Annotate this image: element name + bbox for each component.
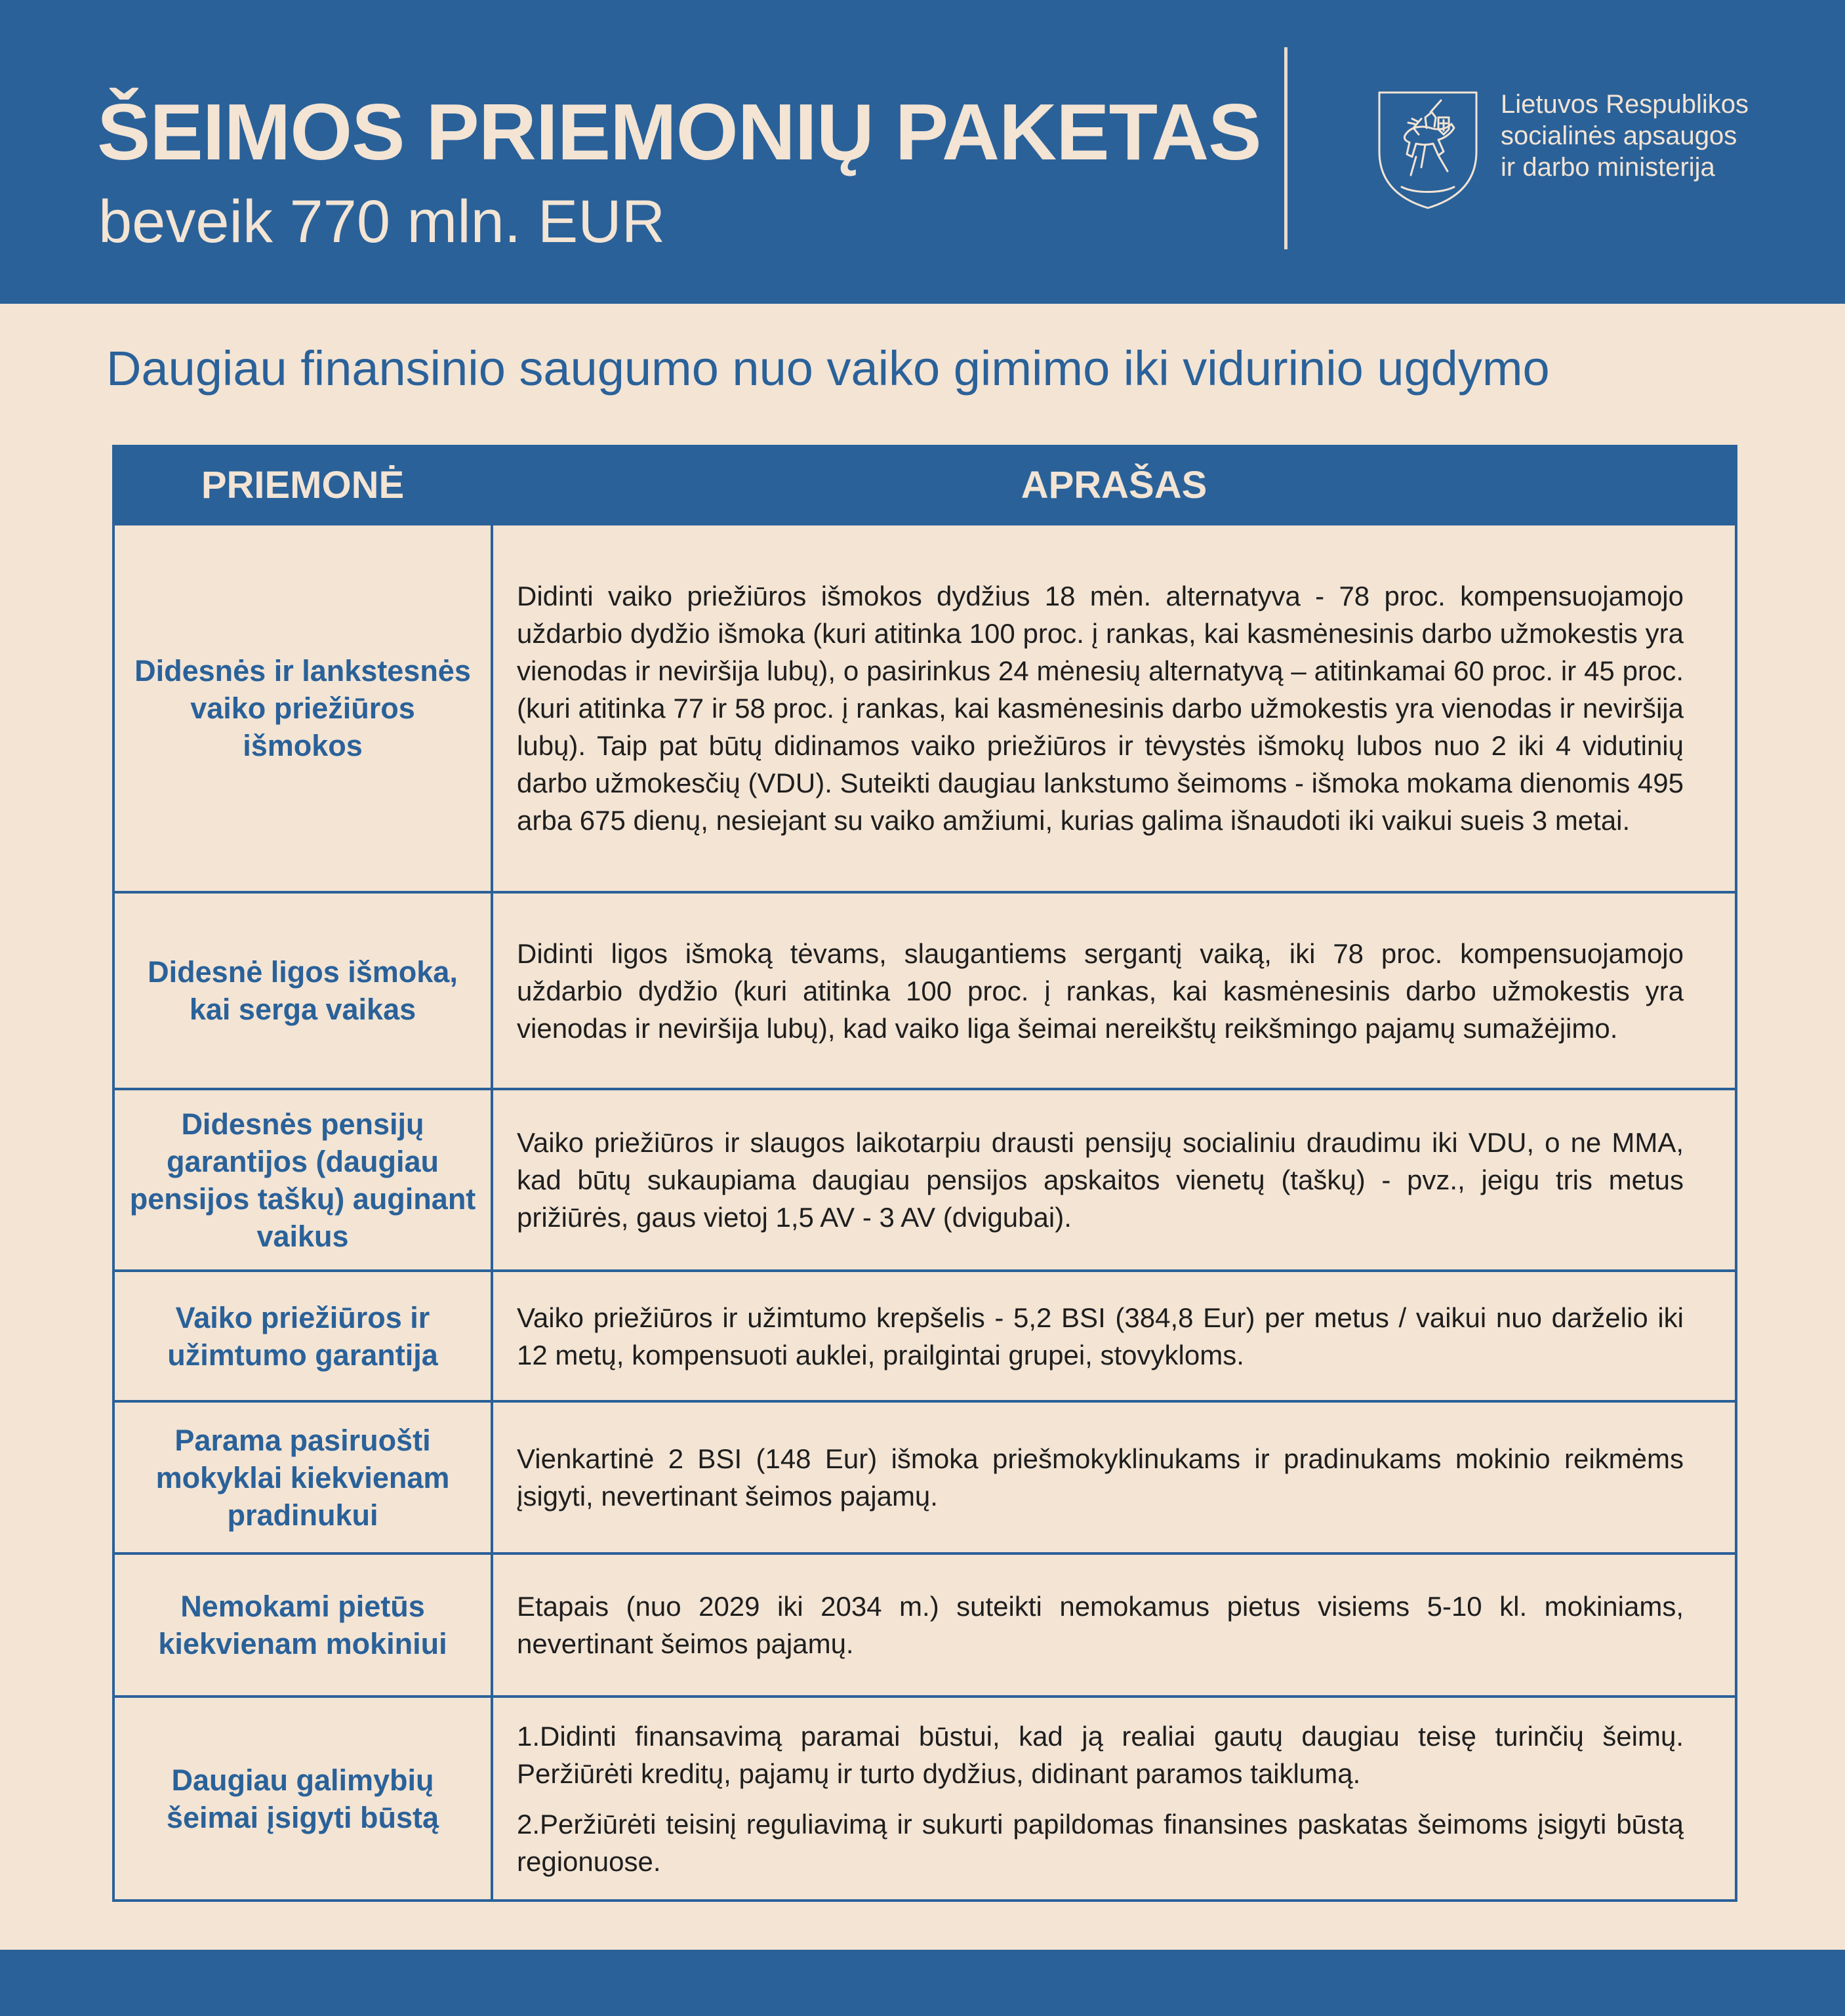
description-paragraph: Vaiko priežiūros ir užimtumo krepšelis - 5,2 BSI (384,8 Eur) per metus / vaikui nuo darželio iki 12 metų, kompensuoti auklei, prailgintai grupei, stovykloms. [517, 1302, 1684, 1370]
column-header-measure: PRIEMONĖ [113, 446, 492, 524]
measures-table [112, 445, 1737, 1902]
ministry-name-line-3: ir darbo ministerija [1501, 153, 1715, 182]
ministry-name-line-2: socialinės apsaugos [1501, 121, 1737, 150]
measure-name: Didesnė ligos išmoka, kai serga vaikas [113, 892, 492, 1089]
measure-name: Didesnės ir lankstesnės vaiko priežiūros išmokos [113, 524, 492, 892]
description-paragraph: Vaiko priežiūros ir slaugos laikotarpiu drausti pensijų socialiniu draudimu iki VDU, o ne MMA, kad būtų sukaupiama daugiau pensijos apskaitos vienetų (taškų) - pvz., jeigu tris metus prižiūrės, gaus vietoj 1,5 AV - 3 AV (dvigubai). [517, 1127, 1684, 1233]
table-row [113, 1271, 1736, 1401]
table-row [113, 524, 1736, 892]
measure-description [492, 1271, 1736, 1401]
measure-description [492, 1089, 1736, 1271]
page-title: ŠEIMOS PRIEMONIŲ PAKETAS [97, 87, 1261, 176]
measure-description [492, 892, 1736, 1089]
table-row [113, 1089, 1736, 1271]
section-heading: Daugiau finansinio saugumo nuo vaiko gimimo iki vidurinio ugdymo [106, 341, 1550, 396]
header-banner [0, 0, 1845, 304]
measure-name: Parama pasiruošti mokyklai kiekvienam pradinukui [113, 1401, 492, 1553]
description-paragraph: Didinti vaiko priežiūros išmokos dydžius 18 mėn. alternatyva - 78 proc. kompensuojamojo uždarbio dydžio išmoka (kuri atitinka 100 proc. į rankas, kai kasmėnesinis darbo užmokestis yra vienodas ir neviršija lubų), o pasirinkus 24 mėnesių alternatyvą – atitinkamai 60 proc. ir 45 proc. (kuri atitinka 77 ir 58 proc. į rankas, kai kasmėnesinis darbo užmokestis yra vienodas ir neviršija lubų). Taip pat būtų didinamos vaiko priežiūros ir tėvystės išmokų lubos nuo 2 iki 4 vidutinių darbo užmokesčių (VDU). Suteikti daugiau lankstumo šeimoms - išmoka mokama dienomis 495 arba 675 dienų, nesiejant su vaiko amžiumi, kurias galima išnaudoti iki vaikui sueis 3 metai. [517, 581, 1684, 836]
coat-of-arms-icon [1375, 89, 1480, 211]
table-row [113, 1401, 1736, 1553]
measure-name: Didesnės pensijų garantijos (daugiau pensijos taškų) auginant vaikus [113, 1089, 492, 1271]
measure-name: Nemokami pietūs kiekvienam mokiniui [113, 1553, 492, 1697]
description-paragraph: 2.Peržiūrėti teisinį reguliavimą ir sukurti papildomas finansines paskatas šeimoms įsigyti būstą regionuose. [517, 1808, 1684, 1877]
measure-name: Daugiau galimybių šeimai įsigyti būstą [113, 1697, 492, 1901]
ministry-name [1501, 89, 1749, 183]
column-header-description: APRAŠAS [492, 446, 1736, 524]
page-subtitle: beveik 770 mln. EUR [98, 188, 666, 255]
measure-description [492, 1697, 1736, 1901]
description-paragraph: Vienkartinė 2 BSI (148 Eur) išmoka priešmokyklinukams ir pradinukams mokinio reikmėms įsigyti, nevertinant šeimos pajamų. [517, 1443, 1684, 1512]
footer-bar [0, 1950, 1845, 2016]
description-paragraph: Etapais (nuo 2029 iki 2034 m.) suteikti nemokamus pietus visiems 5-10 kl. mokiniams, nevertinant šeimos pajamų. [517, 1591, 1684, 1659]
table-row [113, 1553, 1736, 1697]
description-paragraph: 1.Didinti finansavimą paramai būstui, kad ją realiai gautų daugiau teisę turinčių šeimų. Peržiūrėti kreditų, pajamų ir turto dydžius, didinant paramos taiklumą. [517, 1720, 1684, 1789]
table-header-row [113, 446, 1736, 524]
measure-name: Vaiko priežiūros ir užimtumo garantija [113, 1271, 492, 1401]
table-row [113, 1697, 1736, 1901]
table-row [113, 892, 1736, 1089]
ministry-name-line-1: Lietuvos Respublikos [1501, 90, 1749, 119]
measure-description [492, 1401, 1736, 1553]
measure-description [492, 1553, 1736, 1697]
measure-description [492, 524, 1736, 892]
description-paragraph: Didinti ligos išmoką tėvams, slaugantiems sergantį vaiką, iki 78 proc. kompensuojamojo uždarbio dydžio (kuri atitinka 100 proc. į rankas, kai kasmėnesinis darbo užmokestis yra vienodas ir neviršija lubų), kad vaiko liga šeimai nereikštų reikšmingo pajamų sumažėjimo. [517, 937, 1684, 1044]
header-divider [1284, 47, 1287, 249]
